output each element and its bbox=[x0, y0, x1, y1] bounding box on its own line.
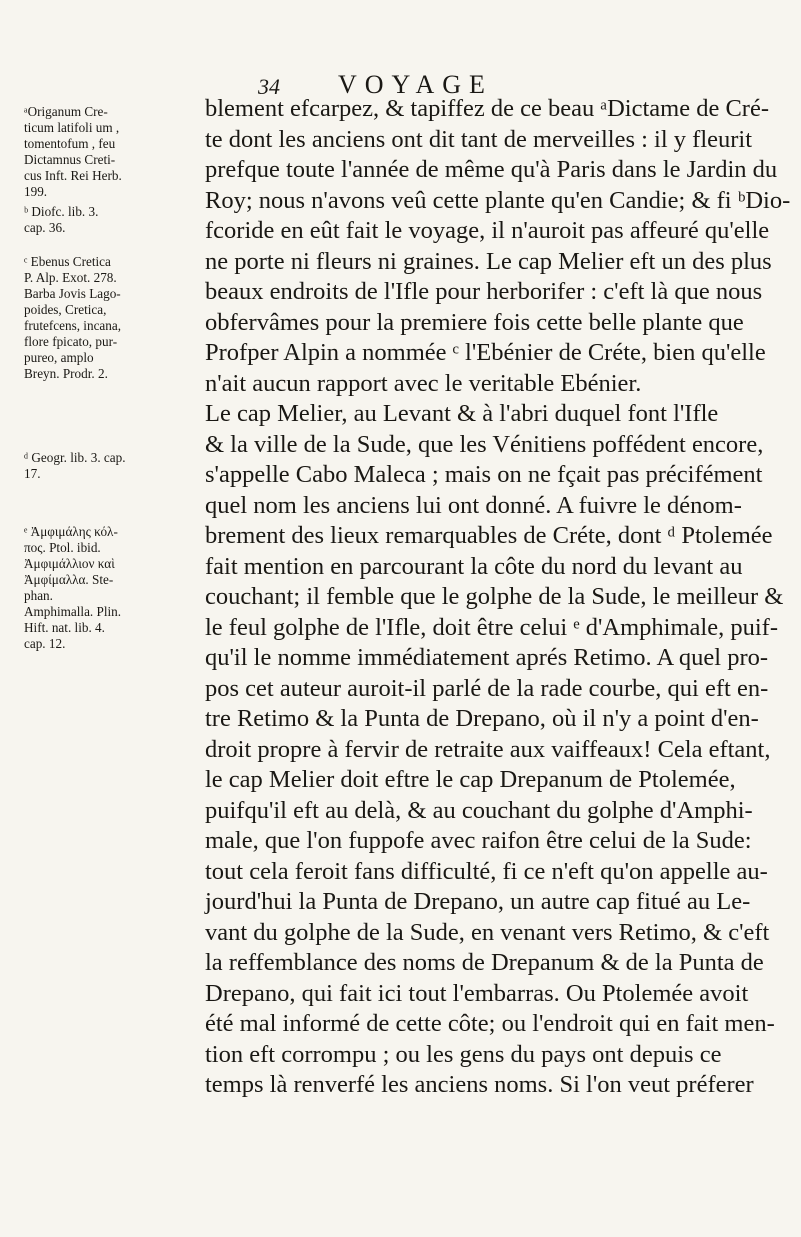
text-line: quel nom les anciens lui ont donné. A fuivre le dénom- bbox=[205, 491, 742, 519]
text-line: ne porte ni fleurs ni graines. Le cap Melier eft un des plus bbox=[205, 247, 772, 275]
text-line: male, que l'on fuppofe avec raifon être celui de la Sude: bbox=[205, 827, 752, 854]
text-line: n'ait aucun rapport avec le veritable Ebénier. bbox=[205, 369, 642, 397]
text-line: jourd'hui la Punta de Drepano, un autre cap fitué au Le- bbox=[205, 888, 751, 915]
text-line: temps là renverfé les anciens noms. Si l'on veut préferer bbox=[205, 1071, 754, 1098]
text-line: blement efcarpez, & tapiffez de ce beau ᵃDictame de Cré- bbox=[205, 95, 769, 122]
text-line: brement des lieux remarquables de Créte, dont ᵈ Ptolemée bbox=[205, 522, 773, 549]
text-line: prefque toute l'année de même qu'à Paris dans le Jardin du bbox=[205, 156, 778, 183]
text-line: qu'il le nomme immédiatement aprés Retimo. A quel pro- bbox=[205, 644, 769, 671]
text-line: le cap Melier doit eftre le cap Drepanum de Ptolemée, bbox=[205, 766, 736, 793]
margin-note-b: ᵇ Diofc. lib. 3. cap. 36. bbox=[24, 204, 99, 235]
text-line: le feul golphe de l'Ifle, doit être celui ᵉ d'Amphimale, puif- bbox=[205, 613, 778, 641]
text-line: Profper Alpin a nommée ᶜ l'Ebénier de Créte, bien qu'elle bbox=[205, 339, 766, 366]
margin-note-a: ᵃOriganum Cre- ticum latifoli um , tomentofum , feu Dictamnus Creti- cus Inft. Rei Herb. 199. bbox=[24, 104, 122, 199]
text-line: Roy; nous n'avons veû cette plante qu'en Candie; & fi ᵇDio- bbox=[205, 186, 791, 214]
page-number: 34 bbox=[258, 74, 280, 99]
text-line: fait mention en parcourant la côte du nord du levant au bbox=[205, 552, 743, 580]
text-line: tout cela feroit fans difficulté, fi ce n'eft qu'on appelle au- bbox=[205, 857, 768, 885]
margin-note-c: ᶜ Ebenus Cretica P. Alp. Exot. 278. Barba Jovis Lago- poides, Cretica, frutefcens, incana, flore fpicato, pur- pureo, amplo Breyn. Prodr. 2. bbox=[24, 254, 122, 381]
text-line: été mal informé de cette côte; ou l'endroit qui en fait men- bbox=[205, 1010, 775, 1037]
text-line: & la ville de la Sude, que les Vénitiens poffédent encore, bbox=[205, 430, 764, 458]
margin-note-e: ᵉ Ἀμφιμάλης κόλ- πος. Ptol. ibid. Ἀμφιμάλλιον καὶ Ἀμφίμαλλα. Ste- phan. Amphimalla. Plin. Hift. nat. lib. 4. cap. 12. bbox=[24, 524, 122, 651]
text-line: beaux endroits de l'Ifle pour herborifer : c'eft là que nous bbox=[205, 278, 763, 305]
text-line: droit propre à fervir de retraite aux vaiffeaux! Cela eftant, bbox=[205, 735, 771, 763]
text-line: la reffemblance des noms de Drepanum & de la Punta de bbox=[205, 949, 764, 976]
text-line: s'appelle Cabo Maleca ; mais on ne fçait pas précifément bbox=[205, 461, 763, 488]
text-line: couchant; il femble que le golphe de la Sude, le meilleur & bbox=[205, 583, 784, 610]
text-line: pos cet auteur auroit-il parlé de la rade courbe, qui eft en- bbox=[205, 674, 769, 702]
text-line: vant du golphe de la Sude, en venant vers Retimo, & c'eft bbox=[205, 918, 770, 946]
main-text-block bbox=[205, 94, 791, 1101]
text-line: fcoride en eût fait le voyage, il n'auroit pas affeuré qu'elle bbox=[205, 217, 770, 244]
text-line: te dont les anciens ont dit tant de merveilles : il y fleurit bbox=[205, 125, 753, 153]
text-line: obfervâmes pour la premiere fois cette belle plante que bbox=[205, 308, 744, 336]
text-line: Drepano, qui fait ici tout l'embarras. Ou Ptolemée avoit bbox=[205, 979, 749, 1007]
margin-note-d: ᵈ Geogr. lib. 3. cap. 17. bbox=[24, 450, 126, 481]
text-line: tion eft corrompu ; ou les gens du pays ont depuis ce bbox=[205, 1040, 722, 1068]
text-line: puifqu'il eft au delà, & au couchant du golphe d'Amphi- bbox=[205, 796, 753, 824]
text-line: tre Retimo & la Punta de Drepano, où il n'y a point d'en- bbox=[205, 705, 759, 732]
text-line: Le cap Melier, au Levant & à l'abri duquel font l'Ifle bbox=[205, 400, 719, 427]
running-title: VOYAGE bbox=[338, 70, 493, 99]
